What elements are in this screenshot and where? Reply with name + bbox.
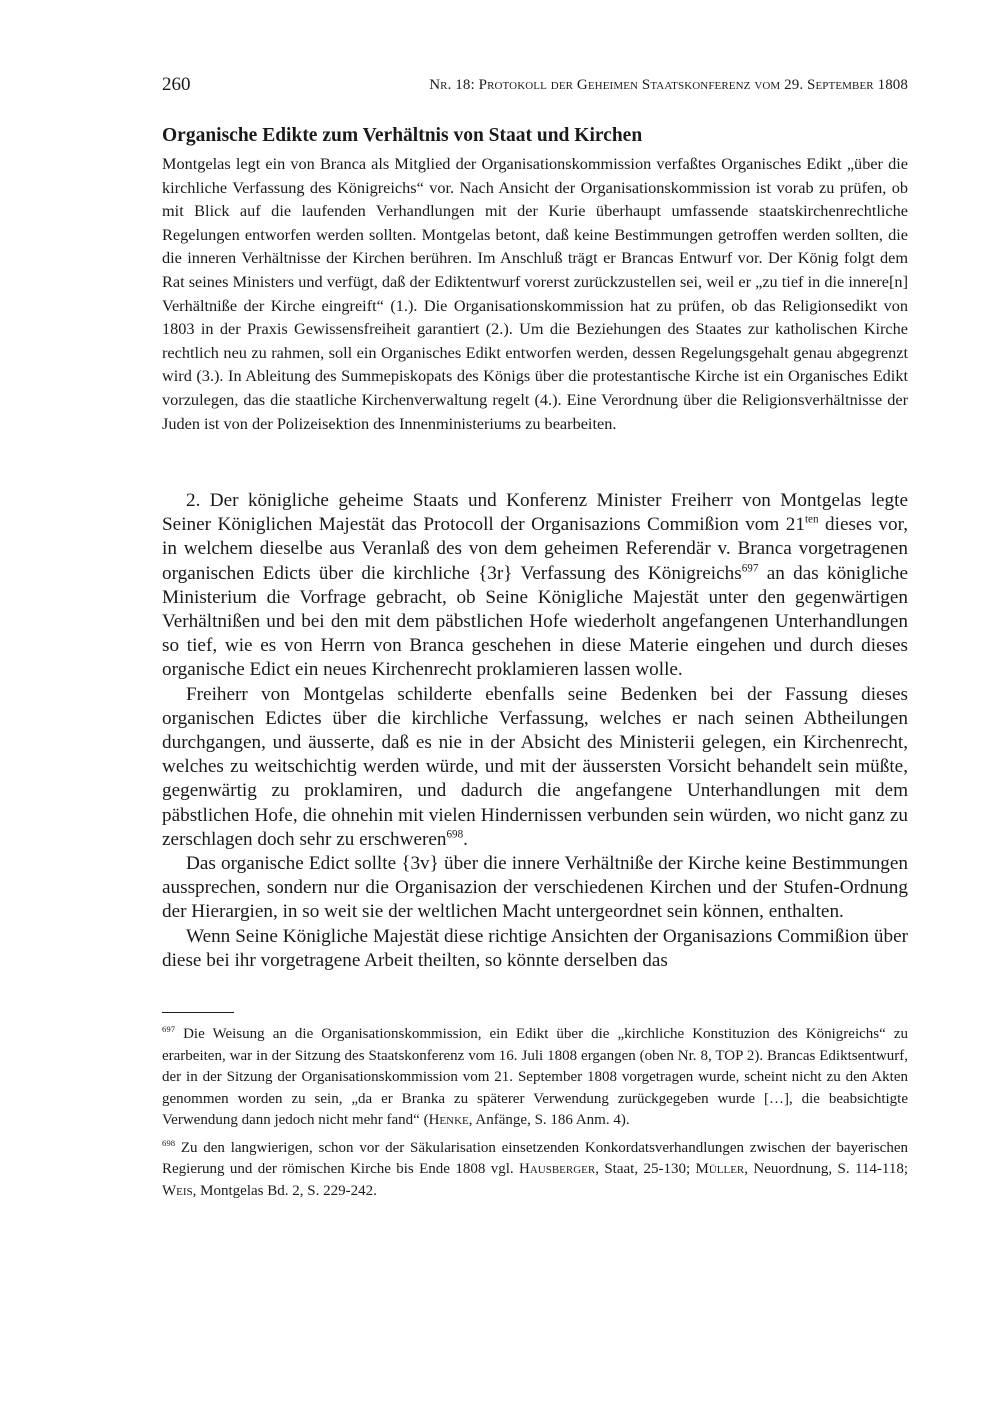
page-header xyxy=(162,74,908,98)
body-paragraph-1 xyxy=(162,489,908,683)
body-text-run: 2. Der königliche geheime Staats und Konferenz Minister Freiherr von Montgelas legte Seiner Königlichen Majestät das Protocoll der Organisazions Commißion vom 21 xyxy=(162,490,908,536)
body-paragraph-4: Wenn Seine Königliche Majestät diese richtige Ansichten der Organisazions Commißion über diese bei ihr vorgetragene Arbeit theilten, so könnte derselben das xyxy=(162,925,908,971)
footnotes xyxy=(162,1024,908,1208)
body-text-run: dieses vor, in welchem dieselbe aus Veranlaß des von dem geheimen Referendär v. Branca vorgetragenen organischen Edicts über die kirchliche {3r} Verfassung des Königreichs xyxy=(162,514,908,584)
footnote-separator xyxy=(162,1012,234,1013)
footnote-ref-698[interactable]: 698 xyxy=(446,828,464,841)
footnote-text: Zu den langwierigen, schon vor der Säkularisation einsetzenden Konkordatsverhandlungen zwischen der bayerischen Regierung und der römischen Kirche bis Ende 1808 vgl. xyxy=(162,1139,908,1177)
author-name: Müller xyxy=(695,1161,745,1177)
footnote-text: Die Weisung an die Organisationskommission, ein Edikt über die „kirchliche Konstituzion des Königreichs“ zu erarbeiten, war in der Sitzung des Staatskonferenz vom 16. Juli 1808 ergangen (oben Nr. 8, TOP 2). Brancas Ediktsentwurf, der in der Sitzung der Organisationskommission vom 21. September 1808 vorgetragen wurde, scheint nicht zu den Akten genommen worden zu sein, „da er Branka zu späterer Verwendung zurückgegeben wurde […], die beabsichtigte Verwendung dann jedoch nicht mehr fand“ ( xyxy=(162,1026,908,1128)
footnote-text: , Anfänge, S. 186 Anm. 4). xyxy=(468,1112,630,1128)
body-text-run: Freiherr von Montgelas schilderte ebenfalls seine Bedenken bei der Fassung dieses organischen Edictes über die kirchliche Verfassung, welches er nach seinen Abtheilungen durchgangen, und äusserte, daß es nie in der Absicht des Ministerii gelegen, ein Kirchenrecht, welches zu weitschichtig werden würde, und mit der äussersten Vorsicht behandelt sein müßte, gegenwärtig zu proklamiren, und dadurch die angefangene Unterhandlungen mit dem päbstlichen Hofe, die ohnehin mit vielen Hindernissen verbunden sein würden, wo nicht ganz zu zerschlagen doch sehr zu erschweren xyxy=(162,683,908,850)
body-text-run: . xyxy=(463,828,468,850)
footnote-text: , Staat, 25-130; xyxy=(595,1161,696,1177)
footnote-697 xyxy=(162,1024,908,1132)
section-summary: Montgelas legt ein von Branca als Mitglied der Organisationskommission verfaßtes Organisches Edikt „über die kirchliche Verfassung des Königreichs“ vor. Nach Ansicht der Organisationskommission ist vorab zu prüfen, ob mit Blick auf die laufenden Verhandlungen mit der Kurie überhaupt umfassende staatskirchenrechtliche Regelungen entworfen werden sollten. Montgelas betont, daß keine Bestimmungen getroffen werden sollten, die die inneren Verhältnisse der Kirchen berühren. Im Anschluß trägt er Brancas Entwurf vor. Der König folgt dem Rat seines Ministers und verfügt, daß der Ediktentwurf vorerst zurückzustellen sei, weil er „zu tief in die innere[n] Verhältniße der Kirche eingreift“ (1.). Die Organisationskommission hat zu prüfen, ob das Religionsedikt von 1803 in der Praxis Gewissensfreiheit garantiert (2.). Um die Beziehungen des Staates zur katholischen Kirche rechtlich neu zu rahmen, soll ein Organisches Edikt entworfen werden, dessen Regelungsgehalt genau abgegrenzt wird (3.). In Ableitung des Summepiskopats des Königs über die protestantische Kirche ist ein Organisches Edikt vorzulegen, das die staatliche Kirchenverwaltung regelt (4.). Eine Verordnung über die Religionsverhältnisse der Juden ist von der Polizeisektion des Innenministeriums zu bearbeiten. xyxy=(162,154,908,433)
footnote-number: 697 xyxy=(162,1024,176,1034)
page-number: 260 xyxy=(162,74,191,95)
footnote-698 xyxy=(162,1138,908,1203)
footnote-text: , Montgelas Bd. 2, S. 229-242. xyxy=(192,1182,377,1199)
body-text xyxy=(162,489,908,973)
author-name: Weis xyxy=(162,1182,193,1199)
author-name: Henke xyxy=(428,1112,469,1128)
footnote-text: , Neuordnung, S. 114-118; xyxy=(744,1161,908,1177)
superscript-ten: ten xyxy=(804,513,819,526)
running-title: Nr. 18: Protokoll der Geheimen Staatskonferenz vom 29. September 1808 xyxy=(429,77,908,93)
footnote-ref-697[interactable]: 697 xyxy=(741,562,759,575)
body-text-run: an das königliche Ministerium die Vorfrage gebracht, ob Seine Königliche Majestät unter den gegenwärtigen Verhältnißen und bei den mit dem päbstlichen Hofe wiederholt angefangenen Unterhandlungen so tief, wie es von Herrn von Branca geschehen in diese Materie eingehen und durch dieses organische Edict ein neues Kirchenrecht proklamieren lassen wolle. xyxy=(162,562,908,681)
footnote-number: 698 xyxy=(162,1137,176,1148)
section-heading: Organische Edikte zum Verhältnis von Staat und Kirchen xyxy=(162,125,643,146)
body-paragraph-3: Das organische Edict sollte {3v} über die innere Verhältniße der Kirche keine Bestimmungen aussprechen, sondern nur die Organisazion der verschiedenen Kirchen und der Stufen-Ordnung der Hierargien, in so weit sie der weltlichen Macht untergeordnet sein können, enthalten. xyxy=(162,853,908,923)
author-name: Hausberger xyxy=(518,1161,596,1177)
body-paragraph-2 xyxy=(162,683,908,852)
